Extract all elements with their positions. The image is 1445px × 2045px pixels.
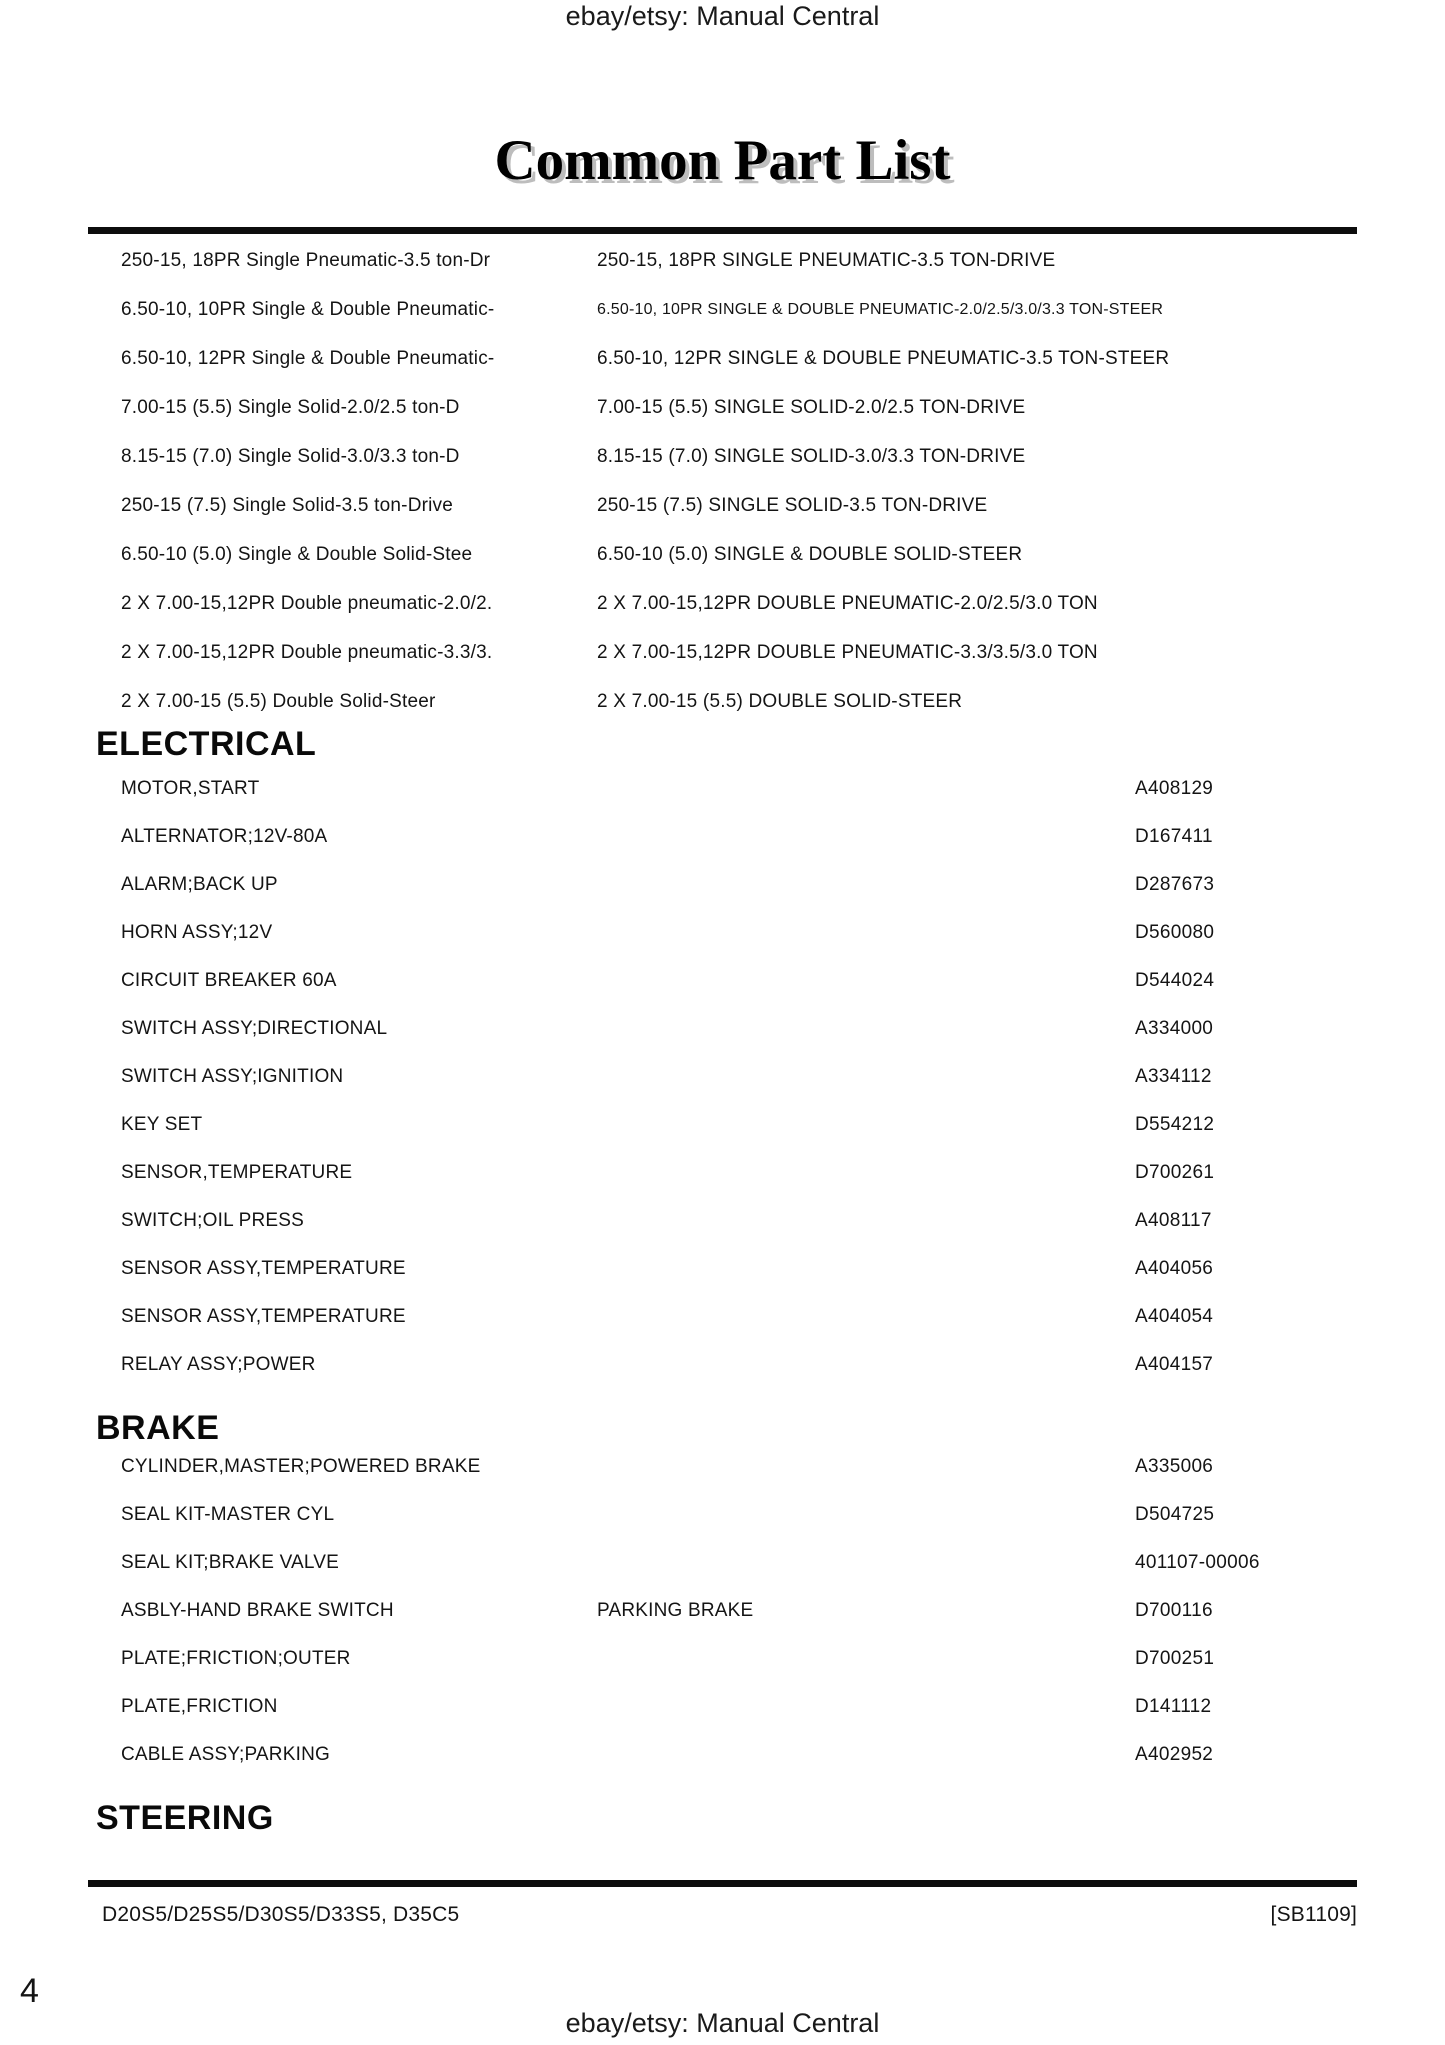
section-heading-brake: BRAKE	[96, 1409, 220, 1447]
part-number: D167411	[1135, 826, 1213, 847]
part-description: KEY SET	[121, 1114, 203, 1135]
part-row	[0, 1539, 1445, 1587]
part-description: ASBLY-HAND BRAKE SWITCH	[121, 1600, 394, 1621]
part-row	[0, 861, 1445, 909]
part-description: SWITCH ASSY;IGNITION	[121, 1066, 344, 1087]
part-description: CYLINDER,MASTER;POWERED BRAKE	[121, 1456, 481, 1477]
part-row	[0, 1293, 1445, 1341]
part-number: A404054	[1135, 1306, 1214, 1327]
tire-desc-short: 2 X 7.00-15 (5.5) Double Solid-Steer	[121, 690, 436, 712]
part-row	[0, 1635, 1445, 1683]
tire-row	[0, 579, 1445, 628]
part-description: SEAL KIT-MASTER CYL	[121, 1504, 335, 1525]
part-number: A408129	[1135, 778, 1214, 799]
tire-row	[0, 285, 1445, 334]
tire-row	[0, 481, 1445, 530]
tire-desc-full: 2 X 7.00-15,12PR DOUBLE PNEUMATIC-2.0/2.5/3.0 TON	[597, 592, 1098, 614]
part-description: CABLE ASSY;PARKING	[121, 1744, 330, 1765]
part-row	[0, 1245, 1445, 1293]
tire-desc-full: 250-15, 18PR SINGLE PNEUMATIC-3.5 TON-DRIVE	[597, 249, 1056, 271]
tire-desc-full: 6.50-10, 12PR SINGLE & DOUBLE PNEUMATIC-3.5 TON-STEER	[597, 347, 1170, 369]
part-row	[0, 1731, 1445, 1779]
part-number: A334000	[1135, 1018, 1214, 1039]
part-description: MOTOR,START	[121, 778, 260, 799]
part-row	[0, 957, 1445, 1005]
tire-desc-full: 6.50-10 (5.0) SINGLE & DOUBLE SOLID-STEER	[597, 543, 1023, 565]
brake-part-list	[0, 1443, 1445, 1779]
part-description: SENSOR,TEMPERATURE	[121, 1162, 353, 1183]
tire-desc-short: 2 X 7.00-15,12PR Double pneumatic-2.0/2.	[121, 592, 493, 614]
electrical-part-list	[0, 765, 1445, 1389]
tire-desc-full: 2 X 7.00-15,12PR DOUBLE PNEUMATIC-3.3/3.5/3.0 TON	[597, 641, 1098, 663]
part-number: A334112	[1135, 1066, 1212, 1087]
part-number: D554212	[1135, 1114, 1215, 1135]
part-row	[0, 1149, 1445, 1197]
part-row	[0, 1587, 1445, 1635]
section-heading-electrical: ELECTRICAL	[96, 725, 317, 763]
part-row	[0, 1197, 1445, 1245]
tire-row	[0, 334, 1445, 383]
watermark-bottom: ebay/etsy: Manual Central	[565, 2008, 880, 2038]
part-number: A335006	[1135, 1456, 1214, 1477]
part-description: HORN ASSY;12V	[121, 922, 273, 943]
part-number: D560080	[1135, 922, 1215, 943]
watermark-top: ebay/etsy: Manual Central	[565, 1, 880, 31]
part-number: D544024	[1135, 970, 1215, 991]
tire-desc-full: 2 X 7.00-15 (5.5) DOUBLE SOLID-STEER	[597, 690, 963, 712]
part-number: A408117	[1135, 1210, 1212, 1231]
part-number: D141112	[1135, 1696, 1212, 1717]
tire-row	[0, 383, 1445, 432]
part-description: PLATE;FRICTION;OUTER	[121, 1648, 351, 1669]
part-description: RELAY ASSY;POWER	[121, 1354, 316, 1375]
tire-row	[0, 677, 1445, 726]
part-description: SENSOR ASSY,TEMPERATURE	[121, 1306, 406, 1327]
top-rule	[88, 227, 1357, 234]
section-heading-steering: STEERING	[96, 1799, 274, 1837]
tire-desc-short: 8.15-15 (7.0) Single Solid-3.0/3.3 ton-D	[121, 445, 460, 467]
tire-desc-full: 8.15-15 (7.0) SINGLE SOLID-3.0/3.3 TON-DRIVE	[597, 445, 1026, 467]
part-row	[0, 1053, 1445, 1101]
tire-desc-short: 7.00-15 (5.5) Single Solid-2.0/2.5 ton-D	[121, 396, 460, 418]
part-row	[0, 1101, 1445, 1149]
tire-option-list	[0, 236, 1445, 726]
tire-row	[0, 530, 1445, 579]
tire-row	[0, 236, 1445, 285]
page-number: 4	[20, 1972, 39, 2010]
tire-desc-full: 7.00-15 (5.5) SINGLE SOLID-2.0/2.5 TON-DRIVE	[597, 396, 1026, 418]
part-description: CIRCUIT BREAKER 60A	[121, 970, 337, 991]
part-description: ALARM;BACK UP	[121, 874, 278, 895]
part-description: SWITCH;OIL PRESS	[121, 1210, 305, 1231]
part-number: D700251	[1135, 1648, 1215, 1669]
tire-desc-full: 250-15 (7.5) SINGLE SOLID-3.5 TON-DRIVE	[597, 494, 988, 516]
tire-desc-full: 6.50-10, 10PR SINGLE & DOUBLE PNEUMATIC-2.0/2.5/3.0/3.3 TON-STEER	[597, 300, 1164, 318]
tire-desc-short: 250-15, 18PR Single Pneumatic-3.5 ton-Dr	[121, 249, 491, 271]
page-footer	[102, 1903, 1357, 1927]
part-description: SWITCH ASSY;DIRECTIONAL	[121, 1018, 388, 1039]
part-number: 401107-00006	[1135, 1552, 1260, 1573]
part-number: D287673	[1135, 874, 1215, 895]
tire-row	[0, 628, 1445, 677]
part-row	[0, 1005, 1445, 1053]
part-row	[0, 909, 1445, 957]
tire-row	[0, 432, 1445, 481]
part-description: SENSOR ASSY,TEMPERATURE	[121, 1258, 406, 1279]
tire-desc-short: 250-15 (7.5) Single Solid-3.5 ton-Drive	[121, 494, 454, 516]
part-row	[0, 1491, 1445, 1539]
part-row	[0, 1443, 1445, 1491]
part-number: A404157	[1135, 1354, 1214, 1375]
part-row	[0, 1341, 1445, 1389]
tire-desc-short: 2 X 7.00-15,12PR Double pneumatic-3.3/3.	[121, 641, 493, 663]
part-number: D700261	[1135, 1162, 1215, 1183]
part-row	[0, 1683, 1445, 1731]
tire-desc-short: 6.50-10, 10PR Single & Double Pneumatic-	[121, 298, 495, 320]
part-note: PARKING BRAKE	[597, 1600, 754, 1621]
page-title: Common Part List	[494, 129, 951, 192]
part-number: D504725	[1135, 1504, 1215, 1525]
part-description: SEAL KIT;BRAKE VALVE	[121, 1552, 340, 1573]
part-row	[0, 813, 1445, 861]
footer-model-line: D20S5/D25S5/D30S5/D33S5, D35C5	[102, 1903, 460, 1926]
part-number: A404056	[1135, 1258, 1214, 1279]
footer-doc-code: [SB1109]	[1270, 1903, 1357, 1926]
part-number: D700116	[1135, 1600, 1213, 1621]
part-description: PLATE,FRICTION	[121, 1696, 278, 1717]
bottom-rule	[88, 1880, 1357, 1887]
part-description: ALTERNATOR;12V-80A	[121, 826, 328, 847]
part-row	[0, 765, 1445, 813]
tire-desc-short: 6.50-10, 12PR Single & Double Pneumatic-	[121, 347, 495, 369]
part-number: A402952	[1135, 1744, 1214, 1765]
tire-desc-short: 6.50-10 (5.0) Single & Double Solid-Stee	[121, 543, 473, 565]
